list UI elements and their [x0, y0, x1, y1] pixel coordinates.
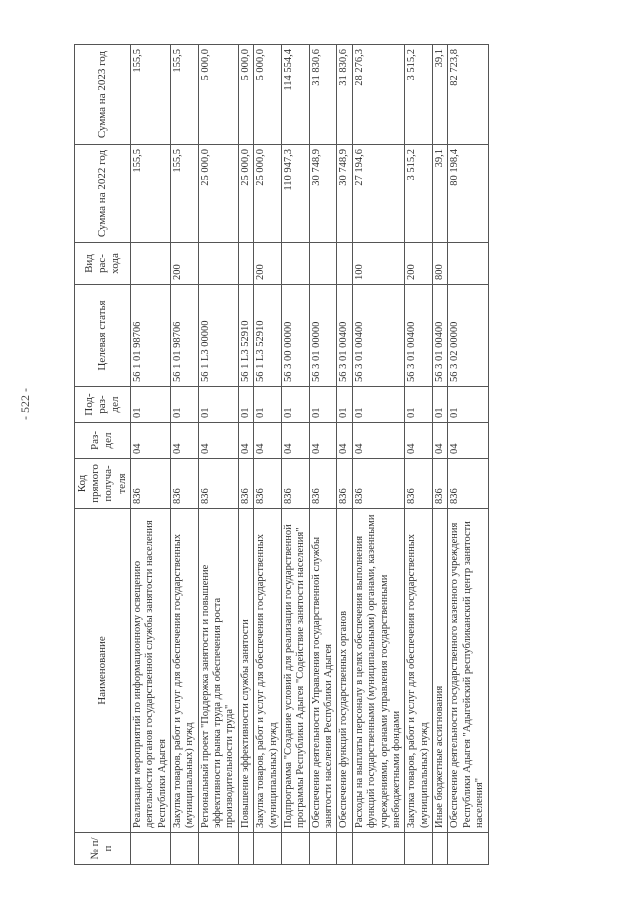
- cell-section: 04: [254, 423, 282, 459]
- header-sum-2022: Сумма на 2022 год: [75, 145, 131, 243]
- cell-target: 56 1 L3 52910: [254, 285, 282, 387]
- cell-name: Обеспечение функций государственных органов: [337, 509, 352, 833]
- cell-subsection: 01: [281, 387, 309, 423]
- cell-name: Иные бюджетные ассигнования: [433, 509, 448, 833]
- cell-name: Расходы на выплаты персоналу в целях обеспечения выполнения функций государственными (муниципальными) органами, казенными учреждениями, органами управления государственными внебюджетными фондами: [352, 509, 405, 833]
- cell-name: Обеспечение деятельности Управления государственной службы занятости населения Республики Адыгея: [309, 509, 337, 833]
- cell-expense-type: [281, 243, 309, 285]
- table-row: [238, 45, 253, 865]
- cell-sum-2023: 155,5: [130, 45, 170, 145]
- cell-sum-2022: 3 515,2: [405, 145, 433, 243]
- cell-code: 836: [281, 459, 309, 509]
- rotated-page: [60, 0, 613, 905]
- cell-sum-2022: 110 947,3: [281, 145, 309, 243]
- cell-code: 836: [448, 459, 488, 509]
- cell-name: Обеспечение деятельности государственного казенного учреждения Республики Адыгея "Адыгейский республиканский центр занятости населения": [448, 509, 488, 833]
- cell-section: 04: [352, 423, 405, 459]
- table-row: [352, 45, 405, 865]
- cell-sum-2022: 155,5: [170, 145, 198, 243]
- cell-name: Подпрограмма "Создание условий для реализации государственной программы Республики Адыгея "Содействие занятости населения": [281, 509, 309, 833]
- cell-expense-type: [309, 243, 337, 285]
- cell-target: 56 3 01 00400: [337, 285, 352, 387]
- cell-sum-2022: 25 000,0: [238, 145, 253, 243]
- cell-sum-2022: 155,5: [130, 145, 170, 243]
- cell-sum-2022: 80 198,4: [448, 145, 488, 243]
- cell-expense-type: [448, 243, 488, 285]
- cell-no: [198, 833, 238, 865]
- cell-no: [405, 833, 433, 865]
- cell-name: Региональный проект "Поддержка занятости и повышение эффективности рынка труда для обеспечения роста производительности труда": [198, 509, 238, 833]
- cell-sum-2022: 27 194,6: [352, 145, 405, 243]
- cell-expense-type: 100: [352, 243, 405, 285]
- cell-section: 04: [405, 423, 433, 459]
- cell-sum-2022: 39,1: [433, 145, 448, 243]
- cell-target: 56 1 L3 52910: [238, 285, 253, 387]
- header-sum-2023: Сумма на 2023 год: [75, 45, 131, 145]
- cell-no: [352, 833, 405, 865]
- cell-no: [130, 833, 170, 865]
- cell-subsection: 01: [433, 387, 448, 423]
- cell-code: 836: [405, 459, 433, 509]
- cell-target: 56 3 01 00400: [433, 285, 448, 387]
- cell-no: [238, 833, 253, 865]
- cell-code: 836: [352, 459, 405, 509]
- table-row: [198, 45, 238, 865]
- cell-expense-type: [198, 243, 238, 285]
- cell-code: 836: [433, 459, 448, 509]
- cell-target: 56 3 00 00000: [281, 285, 309, 387]
- header-code: Код прямого получа-теля: [75, 459, 131, 509]
- cell-subsection: 01: [309, 387, 337, 423]
- cell-subsection: 01: [170, 387, 198, 423]
- cell-name: Повышение эффективности службы занятости: [238, 509, 253, 833]
- cell-expense-type: 200: [170, 243, 198, 285]
- table-row: [448, 45, 488, 865]
- cell-target: 56 1 01 98706: [130, 285, 170, 387]
- cell-target: 56 3 02 00000: [448, 285, 488, 387]
- header-name: Наименование: [75, 509, 131, 833]
- cell-sum-2022: 25 000,0: [198, 145, 238, 243]
- table-row: [433, 45, 448, 865]
- table-row: [309, 45, 337, 865]
- cell-code: 836: [170, 459, 198, 509]
- cell-sum-2023: 155,5: [170, 45, 198, 145]
- table-row: [337, 45, 352, 865]
- cell-sum-2023: 82 723,8: [448, 45, 488, 145]
- cell-sum-2023: 5 000,0: [238, 45, 253, 145]
- table-row: [405, 45, 433, 865]
- cell-sum-2023: 114 554,4: [281, 45, 309, 145]
- cell-section: 04: [433, 423, 448, 459]
- header-target: Целевая статья: [75, 285, 131, 387]
- header-expense-type: Вид рас-хода: [75, 243, 131, 285]
- cell-subsection: 01: [405, 387, 433, 423]
- cell-section: 04: [170, 423, 198, 459]
- cell-expense-type: 200: [405, 243, 433, 285]
- cell-subsection: 01: [198, 387, 238, 423]
- cell-code: 836: [337, 459, 352, 509]
- cell-subsection: 01: [130, 387, 170, 423]
- cell-sum-2022: 25 000,0: [254, 145, 282, 243]
- cell-sum-2022: 30 748,9: [337, 145, 352, 243]
- cell-section: 04: [309, 423, 337, 459]
- cell-subsection: 01: [337, 387, 352, 423]
- cell-section: 04: [337, 423, 352, 459]
- cell-no: [254, 833, 282, 865]
- cell-no: [433, 833, 448, 865]
- cell-name: Закупка товаров, работ и услуг для обеспечения государственных (муниципальных) нужд: [405, 509, 433, 833]
- cell-target: 56 3 01 00400: [352, 285, 405, 387]
- cell-no: [170, 833, 198, 865]
- cell-target: 56 3 01 00400: [405, 285, 433, 387]
- budget-table: [74, 44, 489, 865]
- cell-sum-2023: 39,1: [433, 45, 448, 145]
- cell-expense-type: [238, 243, 253, 285]
- cell-code: 836: [309, 459, 337, 509]
- cell-subsection: 01: [238, 387, 253, 423]
- cell-code: 836: [198, 459, 238, 509]
- cell-section: 04: [198, 423, 238, 459]
- table-header-row: [75, 45, 131, 865]
- table-body: [130, 45, 488, 865]
- page-number: - 522 -: [18, 388, 32, 420]
- cell-name: Закупка товаров, работ и услуг для обеспечения государственных (муниципальных) нужд: [254, 509, 282, 833]
- cell-target: 56 1 L3 00000: [198, 285, 238, 387]
- header-subsection: Под-раз-дел: [75, 387, 131, 423]
- table-row: [254, 45, 282, 865]
- cell-code: 836: [254, 459, 282, 509]
- cell-no: [309, 833, 337, 865]
- cell-sum-2023: 5 000,0: [254, 45, 282, 145]
- cell-expense-type: [337, 243, 352, 285]
- cell-section: 04: [238, 423, 253, 459]
- cell-section: 04: [448, 423, 488, 459]
- header-section: Раз-дел: [75, 423, 131, 459]
- cell-expense-type: [130, 243, 170, 285]
- cell-subsection: 01: [254, 387, 282, 423]
- cell-name: Закупка товаров, работ и услуг для обеспечения государственных (муниципальных) нужд: [170, 509, 198, 833]
- cell-no: [337, 833, 352, 865]
- cell-subsection: 01: [352, 387, 405, 423]
- table-row: [170, 45, 198, 865]
- cell-code: 836: [130, 459, 170, 509]
- rotated-content: [60, 0, 613, 905]
- cell-sum-2023: 31 830,6: [337, 45, 352, 145]
- header-no: № п/п: [75, 833, 131, 865]
- table-row: [130, 45, 170, 865]
- cell-expense-type: 800: [433, 243, 448, 285]
- cell-sum-2023: 31 830,6: [309, 45, 337, 145]
- cell-section: 04: [281, 423, 309, 459]
- cell-sum-2023: 28 276,3: [352, 45, 405, 145]
- table-row: [281, 45, 309, 865]
- cell-target: 56 1 01 98706: [170, 285, 198, 387]
- cell-expense-type: 200: [254, 243, 282, 285]
- cell-code: 836: [238, 459, 253, 509]
- cell-sum-2022: 30 748,9: [309, 145, 337, 243]
- cell-no: [281, 833, 309, 865]
- cell-name: Реализация мероприятий по информационному освещению деятельности органов государственной службы занятости населения Республики Адыгея: [130, 509, 170, 833]
- cell-target: 56 3 01 00000: [309, 285, 337, 387]
- cell-subsection: 01: [448, 387, 488, 423]
- cell-sum-2023: 3 515,2: [405, 45, 433, 145]
- cell-no: [448, 833, 488, 865]
- cell-section: 04: [130, 423, 170, 459]
- cell-sum-2023: 5 000,0: [198, 45, 238, 145]
